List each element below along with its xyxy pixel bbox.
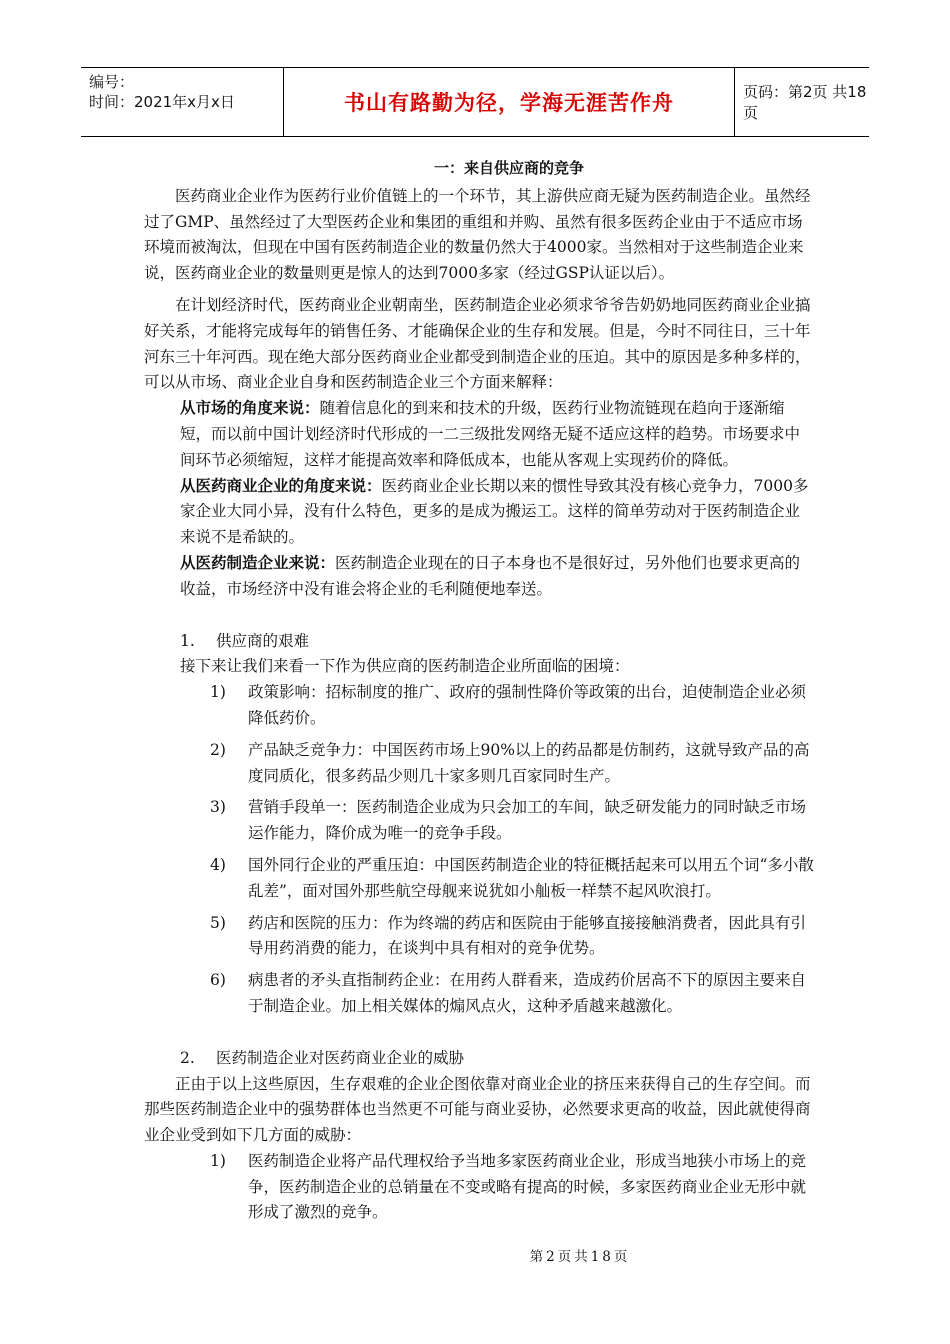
list-item-text: 病患者的矛头直指制药企业：在用药人群看来，造成药价居高不下的原因主要来自于制造企业。加上相关媒体的煽风点火，这种矛盾越来越激化。 — [248, 971, 807, 1015]
list-item-text: 国外同行企业的严重压迫：中国医药制造企业的特征概括起来可以用五个词“多小散乱差”，面对国外那些航空母舰来说犹如小舢板一样禁不起风吹浪打。 — [248, 855, 814, 900]
motto: 书山有路勤为径，学海无涯苦作舟 — [283, 68, 735, 136]
view-lead: 从医药制造企业来说： — [180, 553, 336, 572]
view-lead: 从市场的角度来说： — [180, 399, 320, 418]
list-item-text: 药店和医院的压力：作为终端的药店和医院由于能够直接接触消费者，因此具有引导用药消费的能力，在谈判中具有相对的竞争优势。 — [248, 913, 807, 958]
list-item-text: 营销手段单一：医药制造企业成为只会加工的车间，缺乏研发能力的同时缺乏市场运作能力，降价成为唯一的竞争手段。 — [248, 798, 807, 843]
list-item-number: 5) — [210, 913, 226, 932]
document-body — [144, 152, 814, 1226]
view-text: 医药制造企业现在的日子本身也不是很好过，另外他们也要求更高的收益，市场经济中没有谁会将企业的毛利随便地奉送。 — [180, 553, 801, 598]
list-item — [144, 1149, 814, 1226]
section-heading-text: 供应商的艰难 — [216, 631, 310, 650]
date-label: 时间：2021年x月x日 — [89, 93, 235, 111]
list-item-text: 产品缺乏竞争力：中国医药市场上90%以上的药品都是仿制药，这就导致产品的高度同质化，很多药品少则几十家多则几百家同时生产。 — [248, 740, 810, 785]
list-item — [144, 795, 814, 847]
page-footer: 第2页共18页 — [529, 1249, 631, 1265]
list-item — [144, 680, 814, 732]
list-item-text: 医药制造企业将产品代理权给予当地多家医药商业企业，形成当地狭小市场上的竞争，医药制造企业的总销量在不变或略有提高的时候，多家医药商业企业无形中就形成了激烈的竞争。 — [248, 1151, 807, 1222]
list-item-number: 6) — [210, 971, 226, 990]
list-item-number: 1) — [210, 1151, 226, 1170]
section-number: 2. — [180, 1048, 195, 1067]
list-item — [144, 911, 814, 963]
view-text: 随着信息化的到来和技术的升级，医药行业物流链现在趋向于逐渐缩短，而以前中国计划经济时代形成的一二三级批发网络无疑不适应这样的趋势。市场要求中间环节必须缩短，这样才能提高效率和降低成本，也能从客观上实现药价的降低。 — [180, 399, 801, 469]
page-info: 页码：第2页 共18页 — [743, 83, 867, 122]
view-commerce — [144, 474, 814, 551]
section-intro: 接下来让我们来看一下作为供应商的医药制造企业所面临的困境： — [180, 657, 630, 676]
paragraph: 在计划经济时代，医药商业企业朝南坐，医药制造企业必须求爷爷告奶奶地同医药商业企业搞好关系，才能将完成每年的销售任务、才能确保企业的生存和发展。但是，今时不同往日，三十年河东三十年河西。现在绝大部分医药商业企业都受到制造企业的压迫。其中的原因是多种多样的，可以从市场、商业企业自身和医药制造企业三个方面来解释： — [144, 295, 811, 392]
view-text: 医药商业企业长期以来的惯性导致其没有核心竞争力，7000多家企业大同小异，没有什么特色，更多的是成为搬运工。这样的简单劳动对于医药制造企业来说不是希缺的。 — [180, 476, 809, 547]
section-intro: 正由于以上这些原因，生存艰难的企业企图依靠对商业企业的挤压来获得自己的生存空间。而那些医药制造企业中的强势群体也当然更不可能与商业妥协，必然要求更高的收益，因此就使得商业企业受到如下几方面的威胁： — [144, 1074, 811, 1145]
paragraph: 医药商业企业作为医药行业价值链上的一个环节，其上游供应商无疑为医药制造企业。虽然经过了GMP、虽然经过了大型医药企业和集团的重组和并购、虽然有很多医药企业由于不适应市场环境而被淘汰，但现在中国有医药制造企业的数量仍然大于4000家。当然相对于这些制造企业来说，医药商业企业的数量则更是惊人的达到7000多家（经过GSP认证以后）。 — [144, 186, 811, 283]
list-item-number: 3) — [210, 798, 226, 817]
view-manufacturer — [144, 551, 814, 603]
section-heading-text: 医药制造企业对医药商业企业的威胁 — [216, 1048, 465, 1067]
section-title: 一：来自供应商的竞争 — [433, 159, 584, 177]
number-label: 编号： — [89, 73, 135, 91]
list-item — [144, 738, 814, 790]
view-lead: 从医药商业企业的角度来说： — [180, 476, 382, 495]
header-left-cell — [81, 68, 283, 136]
section-heading — [144, 629, 814, 655]
list-item-number: 4) — [210, 855, 226, 874]
list-item-text: 政策影响：招标制度的推广、政府的强制性降价等政策的出台，迫使制造企业必须降低药价。 — [248, 683, 807, 727]
view-market — [144, 396, 814, 473]
list-item-number: 1) — [210, 683, 226, 702]
list-item-number: 2) — [210, 740, 226, 759]
section-heading — [144, 1046, 814, 1072]
list-item — [144, 853, 814, 905]
header-table — [81, 67, 869, 137]
list-item — [144, 968, 814, 1020]
section-number: 1. — [180, 631, 195, 650]
